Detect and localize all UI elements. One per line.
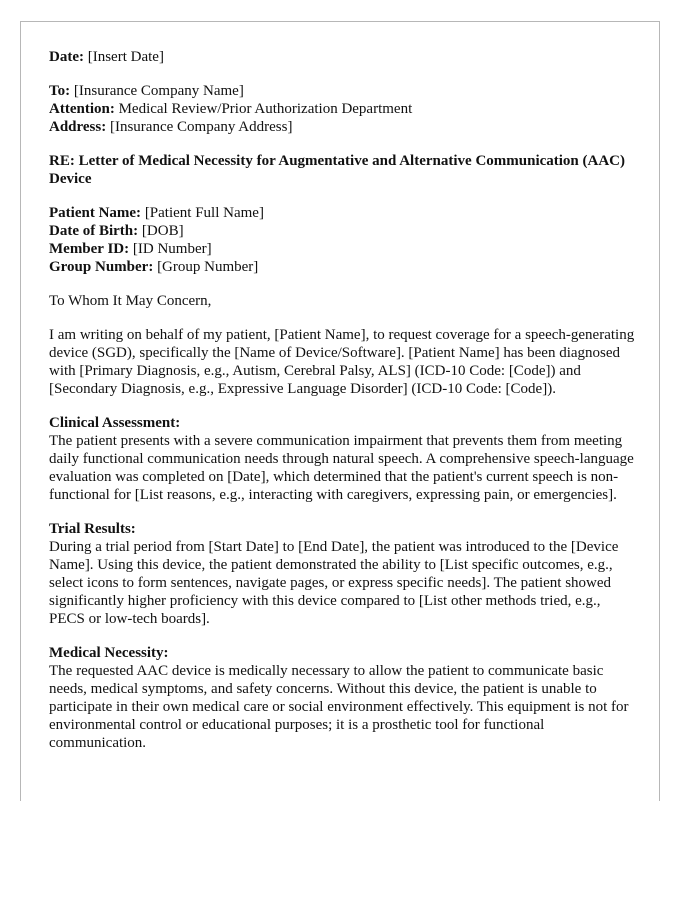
patient-info-block — [49, 204, 639, 276]
salutation: To Whom It May Concern, — [49, 293, 212, 309]
clinical-assessment-section — [49, 414, 639, 504]
address-value: [Insurance Company Address] — [109, 119, 293, 135]
member-id-label: Member ID: — [49, 241, 130, 257]
date-label: Date: — [49, 49, 84, 65]
dob-label: Date of Birth: — [49, 223, 139, 239]
intro-paragraph-block — [49, 326, 639, 398]
address-label: Address: — [49, 119, 107, 135]
to-value: [Insurance Company Name] — [73, 83, 244, 99]
date-value: [Insert Date] — [87, 49, 164, 65]
clinical-assessment-heading: Clinical Assessment: — [49, 415, 181, 431]
attention-label: Attention: — [49, 101, 115, 117]
trial-results-text: During a trial period from [Start Date] to [End Date], the patient was introduced to the [Device Name]. Using this device, the patient demonstrated the ability to [List specific outcomes, e.g., select icons to form sentences, navigate pages, or express specific needs]. The patient showed significantly higher proficiency with this device compared to [List other methods tried, e.g., PECS or low-tech boards]. — [49, 539, 619, 627]
attention-value: Medical Review/Prior Authorization Department — [118, 101, 413, 117]
subject-line: RE: Letter of Medical Necessity for Augmentative and Alternative Communication (AAC) Device — [49, 153, 626, 187]
member-id-value: [ID Number] — [132, 241, 212, 257]
group-number-label: Group Number: — [49, 259, 154, 275]
to-line — [49, 82, 639, 100]
group-number-line — [49, 258, 639, 276]
group-number-value: [Group Number] — [157, 259, 259, 275]
salutation-block — [49, 292, 639, 310]
trial-results-heading: Trial Results: — [49, 521, 136, 537]
patient-name-value: [Patient Full Name] — [144, 205, 264, 221]
medical-necessity-text: The requested AAC device is medically necessary to allow the patient to communicate basic needs, medical symptoms, and safety concerns. Without this device, the patient is unable to participate in their own medical care or social environment effectively. This equipment is not for environmental control or educational purposes; it is a prosthetic tool for functional communication. — [49, 663, 629, 751]
patient-name-label: Patient Name: — [49, 205, 142, 221]
dob-value: [DOB] — [141, 223, 184, 239]
member-id-line — [49, 240, 639, 258]
address-line — [49, 118, 639, 136]
intro-paragraph: I am writing on behalf of my patient, [Patient Name], to request coverage for a speech-generating device (SGD), specifically the [Name of Device/Software]. [Patient Name] has been diagnosed with [Primary Diagnosis, e.g., Autism, Cerebral Palsy, ALS] (ICD-10 Code: [Code]) and [Secondary Diagnosis, e.g., Expressive Language Disorder] (ICD-10 Code: [Code]). — [49, 327, 635, 397]
letter-page — [20, 21, 660, 801]
recipient-block — [49, 82, 639, 136]
dob-line — [49, 222, 639, 240]
medical-necessity-section — [49, 644, 639, 752]
attention-line — [49, 100, 639, 118]
medical-necessity-heading: Medical Necessity: — [49, 645, 169, 661]
trial-results-section — [49, 520, 639, 628]
date-line — [49, 48, 639, 66]
patient-name-line — [49, 204, 639, 222]
clinical-assessment-text: The patient presents with a severe communication impairment that prevents them from meeting daily functional communication needs through natural speech. A comprehensive speech-language evaluation was completed on [Date], which determined that the patient's current speech is non-functional for [List reasons, e.g., interacting with caregivers, expressing pain, or emergencies]. — [49, 433, 634, 503]
to-label: To: — [49, 83, 71, 99]
subject-block — [49, 152, 639, 188]
letter-content — [49, 48, 639, 768]
date-block — [49, 48, 639, 66]
